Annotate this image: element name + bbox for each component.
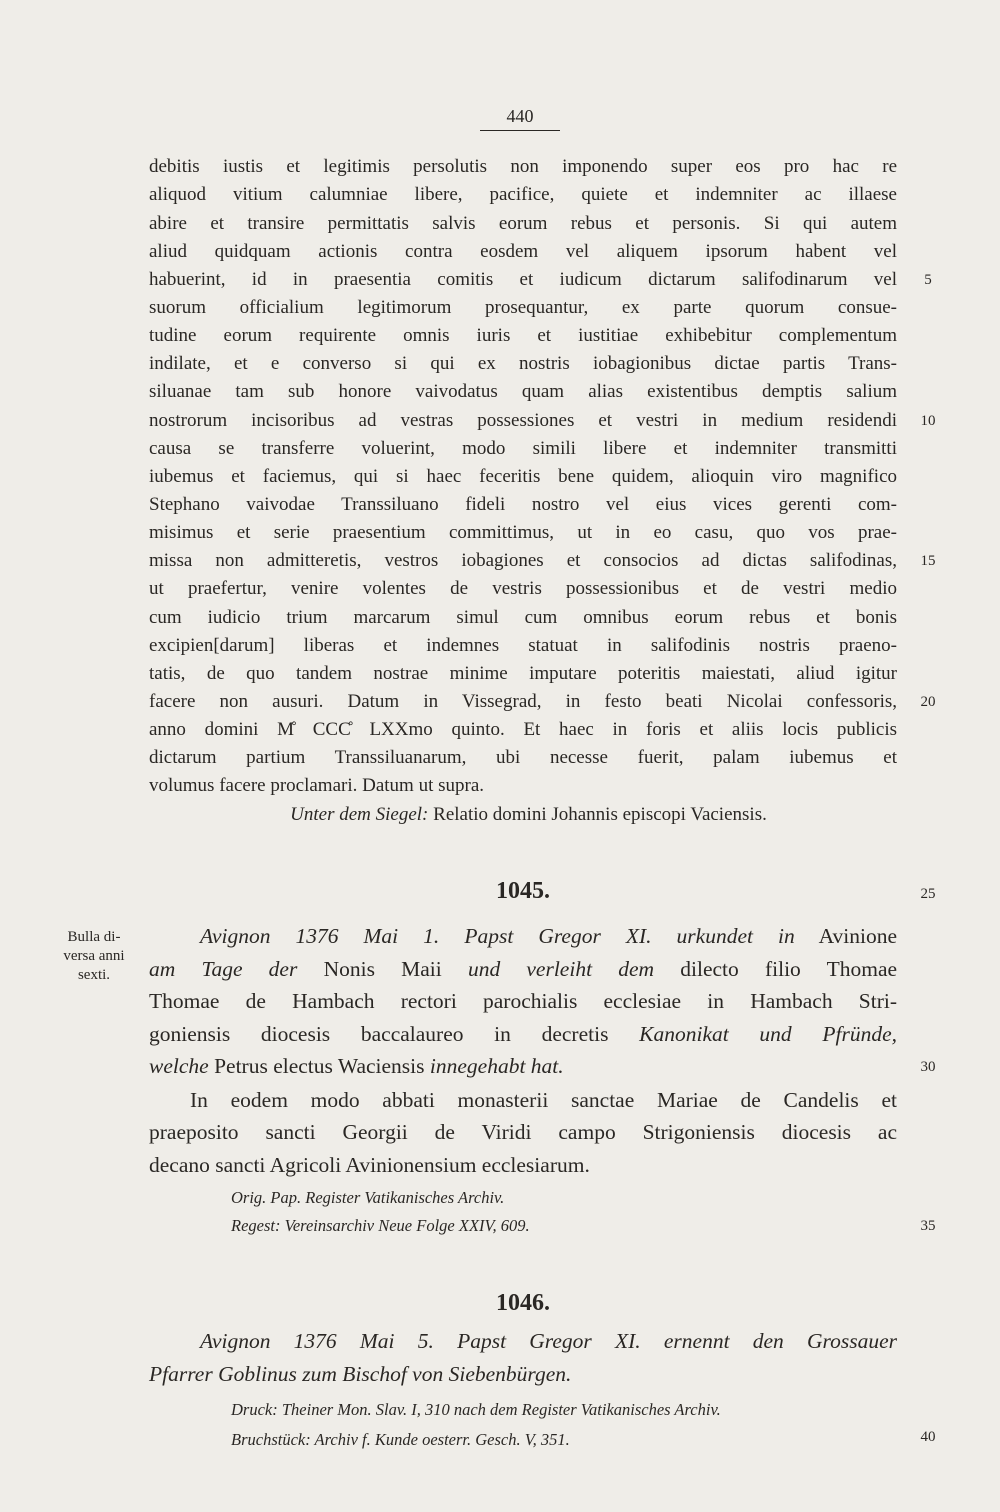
body-line: abire et transire permittatis salvis eorum rebus et personis. Si qui autem bbox=[149, 213, 897, 234]
source-note: Orig. Pap. Register Vatikanisches Archiv. bbox=[231, 1188, 505, 1207]
source-note: Druck: Theiner Mon. Slav. I, 310 nach dem Register Vatikanisches Archiv. bbox=[231, 1400, 721, 1419]
seal-line bbox=[160, 801, 897, 829]
document-number-1045: 1045. bbox=[496, 878, 550, 904]
regest-line: Thomae de Hambach rectori parochialis ecclesiae in Hambach Stri- bbox=[149, 989, 897, 1013]
body-line: causa se transferre voluerint, modo simili libere et indemniter transmitti bbox=[149, 438, 897, 459]
body-line: siluanae tam sub honore vaivodatus quam alias existentibus demptis salium bbox=[149, 381, 897, 402]
seal-text: Relatio domini Johannis episcopi Vaciensis. bbox=[433, 804, 767, 825]
line-number: 30 bbox=[920, 1059, 936, 1075]
body-line: habuerint, id in praesentia comitis et iudicum dictarum salifodinarum vel bbox=[149, 269, 897, 290]
body-line: aliquod vitium calumniae libere, pacifice, quiete et indemniter ac illaese bbox=[149, 184, 897, 205]
body-line: anno domini M̊ CCC̊ LXXmo quinto. Et haec in foris et aliis locis publicis bbox=[149, 719, 897, 740]
seal-label: Unter dem Siegel: bbox=[290, 804, 429, 825]
body-line: tatis, de quo tandem nostrae minime imputare poteritis maiestati, aliud igitur bbox=[149, 663, 897, 684]
body-line: aliud quidquam actionis contra eosdem vel aliquem ipsorum habent vel bbox=[149, 241, 897, 262]
line-number: 20 bbox=[920, 694, 936, 710]
margin-note bbox=[44, 928, 144, 985]
paragraph-line: In eodem modo abbati monasterii sanctae Mariae de Candelis et bbox=[190, 1088, 897, 1112]
regest-text: Nonis Maii bbox=[323, 957, 442, 981]
document-number-1046: 1046. bbox=[496, 1290, 550, 1316]
body-line: missa non admitteretis, vestros iobagiones et consocios ad dictas salifodinas, bbox=[149, 550, 897, 571]
regest-text: Avinione bbox=[818, 924, 897, 948]
regest-text-italic: Avignon 1376 Mai 1. Papst Gregor XI. urkundet in bbox=[200, 924, 795, 948]
body-line: facere non ausuri. Datum in Vissegrad, in festo beati Nicolai confessoris, bbox=[149, 691, 897, 712]
regest-line bbox=[149, 1019, 897, 1050]
body-line: Stephano vaivodae Transsiluano fideli nostro vel eius vices gerenti com- bbox=[149, 494, 897, 515]
body-line: debitis iustis et legitimis persolutis non imponendo super eos pro hac re bbox=[149, 156, 897, 177]
line-number: 40 bbox=[920, 1429, 936, 1445]
source-note: Bruchstück: Archiv f. Kunde oesterr. Gesch. V, 351. bbox=[231, 1430, 570, 1449]
regest-text-italic: am Tage der bbox=[149, 957, 298, 981]
line-number: 5 bbox=[924, 272, 932, 288]
regest-text-italic: welche bbox=[149, 1054, 209, 1078]
paragraph-line: praeposito sancti Georgii de Viridi campo Strigoniensis diocesis ac bbox=[149, 1120, 897, 1144]
body-line: suorum officialium legitimorum prosequantur, ex parte quorum consue- bbox=[149, 297, 897, 318]
regest-line bbox=[149, 1051, 897, 1082]
page-number: 440 bbox=[480, 106, 560, 131]
margin-note-line: versa anni bbox=[63, 948, 125, 964]
margin-note-line: sexti. bbox=[77, 967, 111, 983]
body-line: excipien[darum] liberas et indemnes statuat in salifodinis nostris praeno- bbox=[149, 635, 897, 656]
body-line: dictarum partium Transsiluanarum, ubi necesse fuerit, palam iubemus et bbox=[149, 747, 897, 768]
paragraph-line: decano sancti Agricoli Avinionensium ecclesiarum. bbox=[149, 1153, 590, 1177]
body-line: volumus facere proclamari. Datum ut supra. bbox=[149, 775, 485, 796]
body-line: nostrorum incisoribus ad vestras possessiones et vestri in medium residendi bbox=[149, 410, 897, 431]
body-line: tudine eorum requirente omnis iuris et iustitiae exhibebitur complementum bbox=[149, 325, 897, 346]
regest-text: dilecto filio Thomae bbox=[680, 957, 898, 981]
regest-text: Petrus electus Waciensis bbox=[214, 1054, 425, 1078]
regest-line: Pfarrer Goblinus zum Bischof von Siebenbürgen. bbox=[149, 1362, 572, 1386]
regest-text-italic: Kanonikat und Pfründe, bbox=[639, 1022, 897, 1046]
margin-note-line: Bulla di- bbox=[67, 929, 121, 945]
regest-line bbox=[200, 921, 897, 952]
line-number: 10 bbox=[920, 413, 936, 429]
source-note: Regest: Vereinsarchiv Neue Folge XXIV, 609. bbox=[231, 1216, 530, 1235]
regest-line bbox=[149, 954, 897, 985]
body-line: misimus et serie praesentium committimus, ut in eo casu, quo vos prae- bbox=[149, 522, 897, 543]
regest-text: goniensis diocesis baccalaureo in decretis bbox=[149, 1022, 609, 1046]
line-number: 35 bbox=[920, 1218, 936, 1234]
regest-line: Avignon 1376 Mai 5. Papst Gregor XI. ernennt den Grossauer bbox=[200, 1329, 897, 1353]
body-line: ut praefertur, venire volentes de vestris possessionibus et de vestri medio bbox=[149, 578, 897, 599]
body-line: iubemus et faciemus, qui si haec feceritis bene quidem, alioquin viro magnifico bbox=[149, 466, 897, 487]
regest-text-italic: innegehabt hat. bbox=[429, 1054, 564, 1078]
body-line: cum iudicio trium marcarum simul cum omnibus eorum rebus et bonis bbox=[149, 607, 897, 628]
body-line: indilate, et e converso si qui ex nostris iobagionibus dictae partis Trans- bbox=[149, 353, 897, 374]
regest-text-italic: und verleiht dem bbox=[467, 957, 655, 981]
line-number: 15 bbox=[920, 553, 936, 569]
line-number: 25 bbox=[920, 886, 936, 902]
